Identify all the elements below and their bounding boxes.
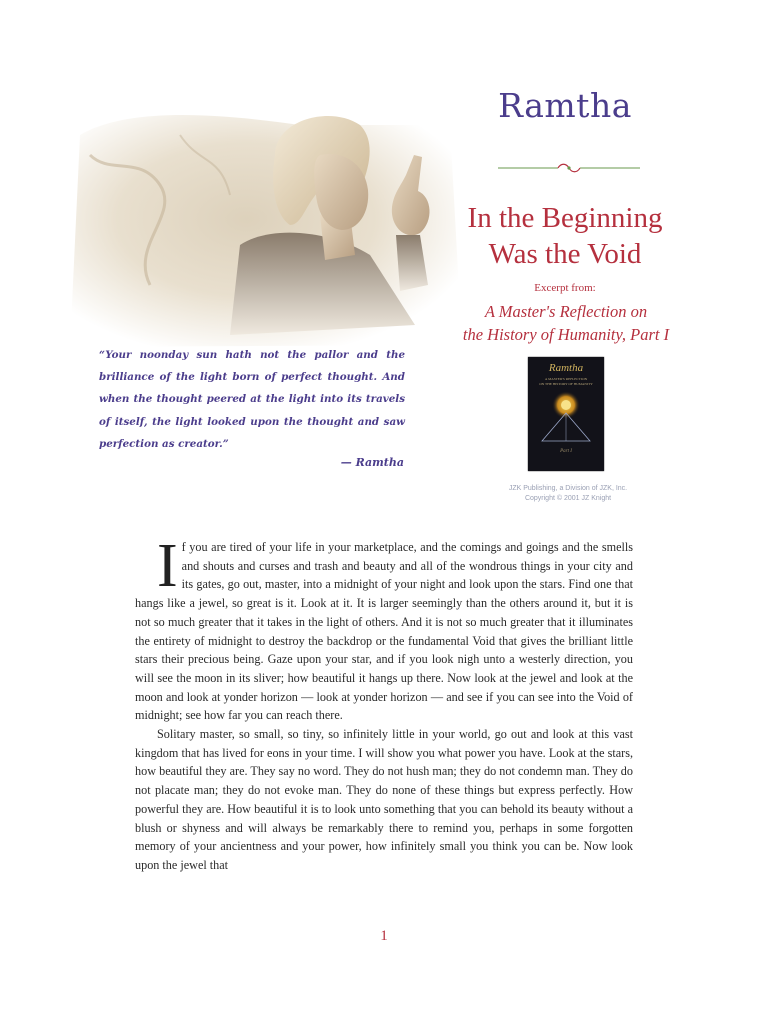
cover-part: Part I — [560, 449, 572, 454]
publisher-credit — [490, 484, 646, 503]
copyright-line: Copyright © 2001 JZ Knight — [524, 494, 612, 502]
pull-quote — [99, 344, 405, 455]
cover-subtitle-line2: ON THE HISTORY OF HUMANITY — [539, 381, 593, 386]
quote-line: brilliance of the light born of perfect thought. And — [99, 371, 405, 384]
quote-line: “Your noonday sun hath not the pallor and the — [99, 349, 405, 361]
book-title — [446, 300, 686, 346]
book-cover-image — [528, 357, 604, 471]
paragraph: Solitary master, so small, so tiny, so infinitely little in your world, go out and look at this vast kingdom that has lived for eons in your time. I will show you what power you have. Look at the stars, how beautiful they are. They say no word. They do not hush man; they do not condemn man. They do not placate man; they do not evoke man. They do none of these things but express perfectly. How powerful they are. How beautiful it is to look unto something that you can behold its beauty without a blush or shyness and will always be remarkably there to remind you, perhaps in some forgotten memory of your ancientness and your power, how infinitely small you think you can be. Now look upon the jewel that — [135, 727, 633, 872]
book-title-line2: the History of Humanity, Part I — [462, 325, 670, 344]
paragraph: f you are tired of your life in your marketplace, and the comings and goings and the smells and shouts and curses and trash and beauty and all of the wondrous things in your city and its gates, go out, master, into a midnight of your night and look upon the stars. Find one that hangs like a jewel, so great is it. Look at it. It is larger seemingly than the others around it, but it is not so much greater that it takes in the light of others. And it is not so much greater that it illuminates the entirety of midnight to destroy the backdrop or the fundamental Void that gives the brilliant little stars their precious being. Gaze upon your star, and if you look nigh unto a westerly direction, you will see the moon in its sliver; how beautiful it hangs up there. Now look at the jewel and look at the moon and look at yonder horizon — look at yonder horizon — and see if you can see into the Void of midnight; see how far you can reach there. — [135, 540, 633, 723]
quote-line: when the thought peered at the light into its travels — [99, 393, 405, 406]
book-title-line1: A Master's Reflection on — [484, 302, 648, 321]
cover-subtitle-line1: A MASTER'S REFLECTION — [544, 377, 588, 381]
ornament-divider — [498, 160, 640, 174]
pyramid-sun-icon — [528, 385, 604, 449]
quote-line: of itself, the light looked upon the thought and saw — [99, 415, 405, 428]
publisher-line: JZK Publishing, a Division of JZK, Inc. — [508, 485, 628, 492]
article-title-line2: Was the Void — [488, 238, 642, 270]
quote-attribution: — Ramtha — [340, 456, 404, 469]
brand-name: Ramtha — [498, 86, 632, 125]
cover-title: Ramtha — [548, 362, 584, 374]
article-body — [135, 532, 633, 875]
excerpt-label: Excerpt from: — [534, 282, 596, 294]
article-title — [452, 200, 678, 272]
hero-portrait-image — [70, 95, 462, 347]
drop-cap: I — [157, 532, 178, 600]
article-title-line1: In the Beginning — [467, 202, 663, 234]
quote-line: perfection as creator.” — [99, 437, 229, 450]
page-number: 1 — [380, 928, 388, 944]
